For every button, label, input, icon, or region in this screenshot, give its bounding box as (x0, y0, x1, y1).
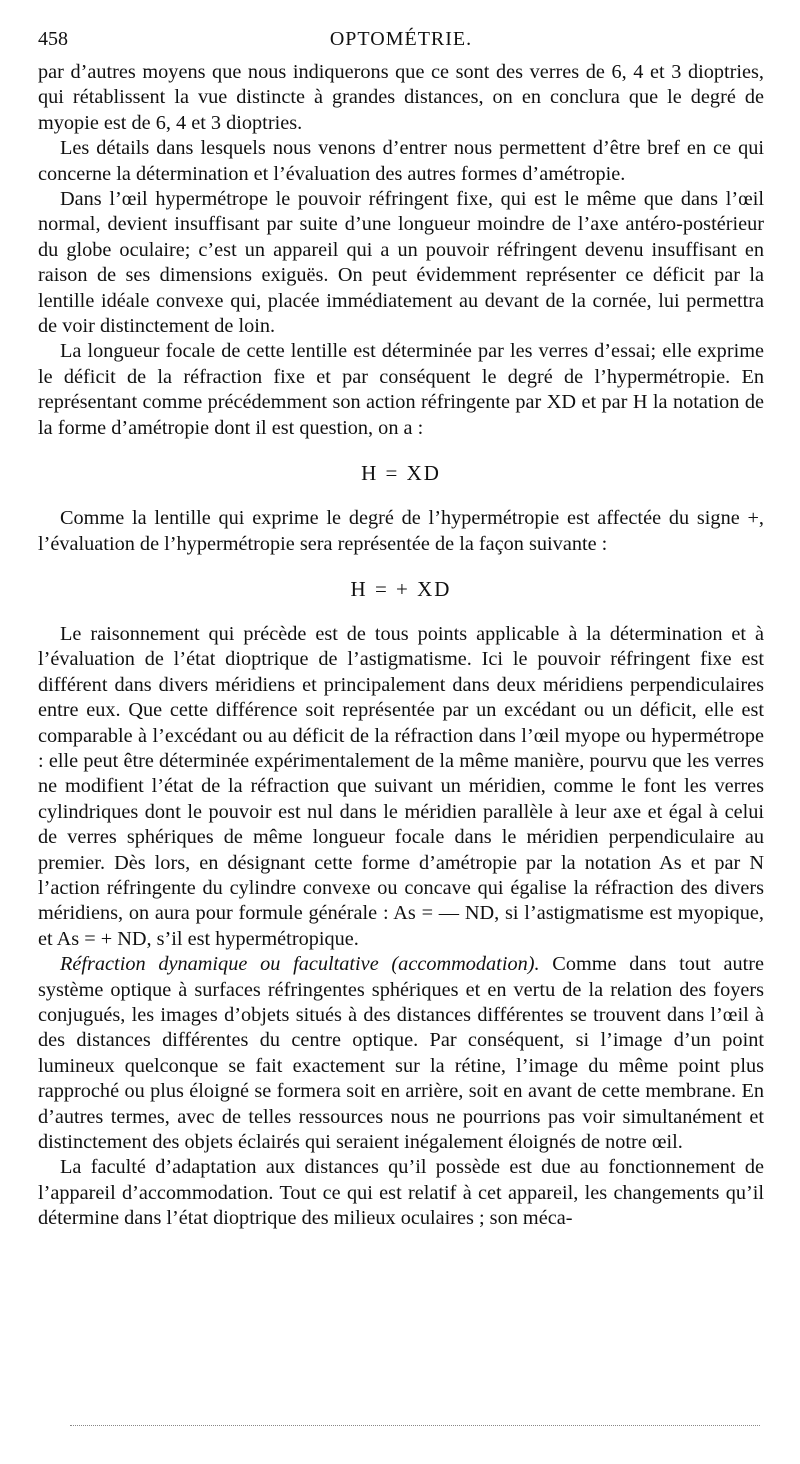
section-heading-italic: Réfraction dynamique ou facultative (accommodation). (60, 953, 540, 976)
footer-dotted-rule (70, 1425, 760, 1426)
formula-h-xd: H = XD (361, 461, 441, 486)
paragraph-8: La faculté d’adaptation aux distances qu’il possède est due au fonctionnement de l’appareil d’accommodation. Tout ce qui est relatif à cet appareil, les changements qu’il détermine dans l’état dioptrique des milieux oculaires ; son méca- (38, 1156, 764, 1230)
body-text (38, 60, 764, 1232)
paragraph-2: Les détails dans lesquels nous venons d’entrer nous permettent d’être bref en ce qui concerne la détermination et l’évaluation des autres formes d’amétropie. (38, 137, 764, 185)
paragraph-5: Comme la lentille qui exprime le degré de l’hypermétropie est affectée du signe +, l’évaluation de l’hypermétropie sera représentée de la façon suivante : (38, 507, 764, 555)
paragraph-3: Dans l’œil hypermétrope le pouvoir réfringent fixe, qui est le même que dans l’œil normal, devient insuffisant par suite d’une longueur moindre de l’axe antéro-postérieur du globe oculaire; c’est un appareil qui a un pouvoir réfringent devenu insuffisant en raison de ses dimensions exiguës. On peut évidemment représenter ce déficit par la lentille idéale convexe qui, placée immédiatement au devant de la cornée, lui permettra de voir distinctement de loin. (38, 188, 764, 338)
running-title: OPTOMÉTRIE. (329, 28, 473, 50)
paragraph-4: La longueur focale de cette lentille est déterminée par les verres d’essai; elle exprime le déficit de la réfraction fixe et par conséquent le degré de l’hypermétropie. En représentant comme précédemment son action réfringente par XD et par H la notation de la forme d’amétropie dont il est question, on a : (38, 340, 764, 439)
document-page (38, 24, 764, 1232)
paragraph-1: par d’autres moyens que nous indiquerons que ce sont des verres de 6, 4 et 3 dioptries, qui rétablissent la vue distincte à grandes distances, on en conclura que le degré de myopie est de 6, 4 et 3 dioptries. (38, 61, 764, 134)
paragraph-7-text: Comme dans tout autre système optique à surfaces réfringentes sphériques et en vertu de la relation des foyers conjugués, les images d’objets situés à des distances différentes se trouvent dans l’œil à des distances différentes du centre optique. Par conséquent, si l’image d’un point lumineux quelconque se fait exactement sur la rétine, l’image du même point plus rapproché ou plus éloigné se formera soit en arrière, soit en avant de cette membrane. En d’autres termes, avec de telles ressources nous ne pourrions pas voir simultanément et distinctement des objets éclairés qui seraient inégalement éloignés de notre œil. (38, 953, 764, 1154)
formula-h-plus-xd: H = + XD (350, 576, 452, 601)
paragraph-7 (38, 952, 764, 1155)
paragraph-6: Le raisonnement qui précède est de tous points applicable à la détermination et à l’évaluation de l’état dioptrique de l’astigmatisme. Ici le pouvoir réfringent fixe est différent dans divers méridiens et principalement dans deux méridiens perpendiculaires entre eux. Que cette différence soit représentée par un excédant ou un déficit, elle est comparable à l’excédant ou au déficit de la réfraction dans l’œil myope ou hypermétrope : elle peut être déterminée expérimentalement de la même manière, pourvu que les verres ne modifient l’état de la réfraction que suivant un méridien, comme le font les verres cylindriques dont le pouvoir est nul dans le méridien parallèle à leur axe et égal à celui de verres sphériques de même longueur focale dans le méridien perpendiculaire au premier. Dès lors, en désignant cette forme d’amétropie par la notation As et par N l’action réfringente du cylindre convexe ou concave qui égalise la réfraction des divers méridiens, on aura pour formule générale : As = — ND, si l’astigmatisme est myopique, et As = + ND, s’il est hypermétropique. (38, 622, 764, 950)
page-number: 458 (38, 28, 68, 50)
page-header (38, 24, 764, 60)
